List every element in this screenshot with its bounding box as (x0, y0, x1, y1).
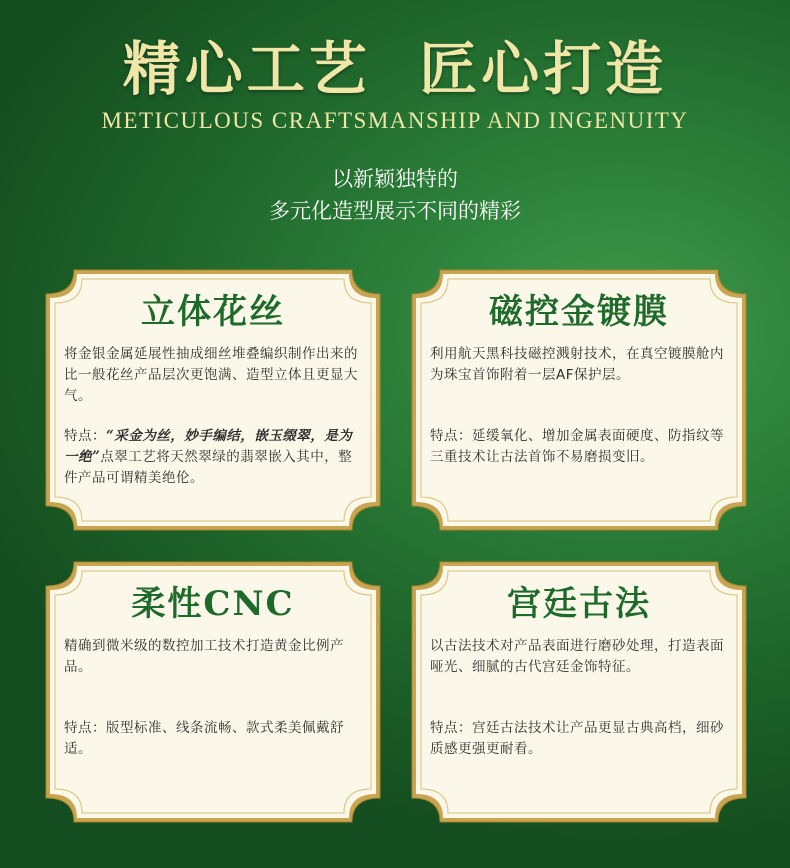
tagline-line-2: 多元化造型展示不同的精彩 (269, 199, 521, 223)
card-palace-ancient-method (410, 560, 748, 824)
card-title: 宫廷古法 (507, 584, 651, 624)
feature-quote: “采金为丝，妙手编结，嵌玉缀翠，是为一绝” (64, 428, 353, 465)
card-feature (430, 718, 730, 760)
feature-text: 点翠工艺将天然翠绿的翡翠嵌入其中，整件产品可谓精美绝伦。 (64, 449, 353, 486)
feature-label: 特点： (64, 428, 106, 444)
feature-text: 版型标准、线条流畅、款式柔美佩戴舒适。 (64, 720, 344, 757)
tagline-line-1: 以新颖独特的 (332, 167, 458, 191)
card-description: 利用航天黑科技磁控溅射技术，在真空镀膜舱内为珠宝首饰附着一层AF保护层。 (430, 346, 724, 383)
card-description: 精确到微米级的数控加工技术打造黄金比例产品。 (64, 638, 344, 675)
feature-label: 特点： (430, 428, 472, 444)
page-title: 精心工艺 匠心打造 (122, 35, 668, 103)
card-filigree (44, 268, 382, 532)
card-feature (64, 718, 364, 760)
card-title: 柔性CNC (131, 584, 295, 624)
card-description: 以古法技术对产品表面进行磨砂处理，打造表面哑光、细腻的古代宫廷金饰特征。 (430, 638, 724, 675)
feature-text: 宫廷古法技术让产品更显古典高档，细砂质感更强更耐看。 (430, 720, 724, 757)
page-subtitle-english: METICULOUS CRAFTSMANSHIP AND INGENUITY (101, 108, 689, 133)
card-feature (430, 426, 730, 468)
card-magnetron-gold-coating (410, 268, 748, 532)
card-feature (64, 426, 364, 489)
feature-label: 特点： (430, 720, 472, 736)
card-flexible-cnc (44, 560, 382, 824)
card-title: 立体花丝 (141, 292, 285, 332)
feature-label: 特点： (64, 720, 106, 736)
card-title: 磁控金镀膜 (489, 292, 669, 332)
card-description: 将金银金属延展性抽成细丝堆叠编织制作出来的比一般花丝产品层次更饱满、造型立体且更显大气。 (64, 346, 358, 404)
feature-text: 延缓氧化、增加金属表面硬度、防指纹等三重技术让古法首饰不易磨损变旧。 (430, 428, 724, 465)
